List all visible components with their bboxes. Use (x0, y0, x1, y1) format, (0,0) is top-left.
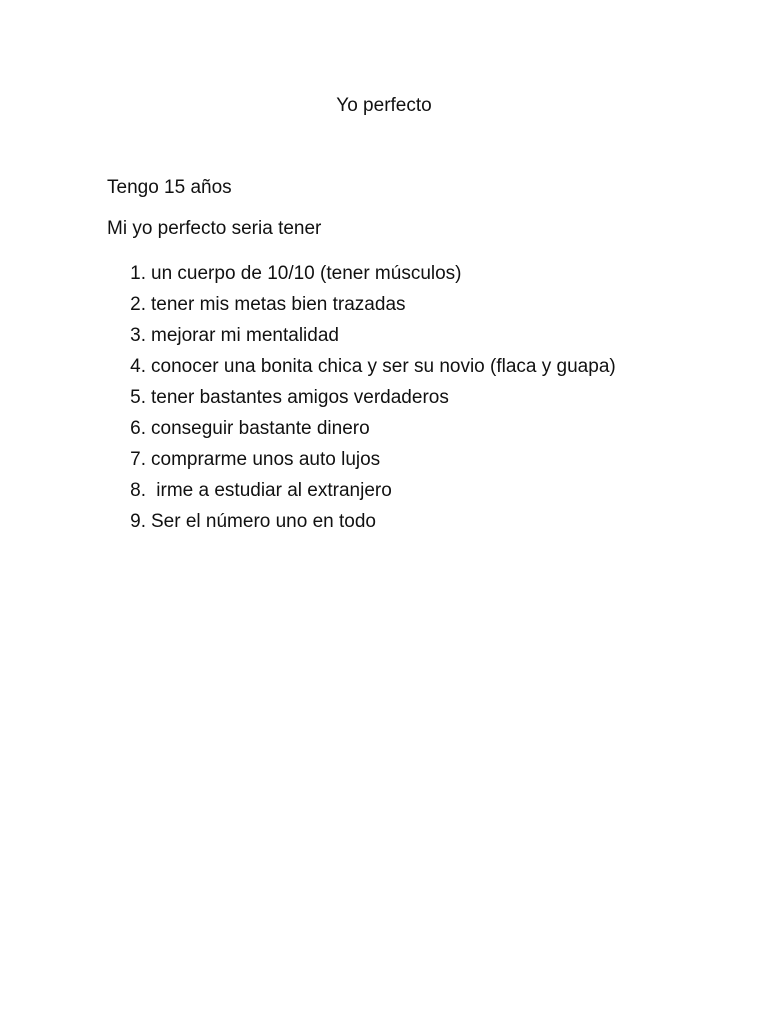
list-item-number: 6. (130, 418, 146, 439)
list-item-text: tener mis metas bien trazadas (151, 294, 406, 315)
list-item-number: 9. (130, 511, 146, 532)
list-item (107, 258, 747, 289)
list-item-number: 2. (130, 294, 146, 315)
age-line: Tengo 15 años (107, 177, 232, 198)
list-item-number: 8. (130, 480, 146, 501)
goals-list (107, 258, 747, 537)
list-item (107, 351, 747, 382)
list-item-number: 7. (130, 449, 146, 470)
list-item-text: conocer una bonita chica y ser su novio (flaca y guapa) (151, 356, 616, 377)
list-item-text: mejorar mi mentalidad (151, 325, 339, 346)
list-item-number: 4. (130, 356, 146, 377)
list-item-text: Ser el número uno en todo (151, 511, 376, 532)
list-item-text: irme a estudiar al extranjero (151, 480, 392, 501)
list-item-text: conseguir bastante dinero (151, 418, 370, 439)
list-item (107, 444, 747, 475)
list-item (107, 382, 747, 413)
list-item-number: 1. (130, 263, 146, 284)
list-item (107, 289, 747, 320)
list-item (107, 413, 747, 444)
list-item (107, 475, 747, 506)
list-item-number: 5. (130, 387, 146, 408)
list-item-text: comprarme unos auto lujos (151, 449, 381, 470)
list-item-number: 3. (130, 325, 146, 346)
document-title: Yo perfecto (336, 95, 432, 116)
intro-line: Mi yo perfecto seria tener (107, 218, 322, 239)
list-item-text: tener bastantes amigos verdaderos (151, 387, 449, 408)
list-item-text: un cuerpo de 10/10 (tener músculos) (151, 263, 462, 284)
list-item (107, 506, 747, 537)
list-item (107, 320, 747, 351)
